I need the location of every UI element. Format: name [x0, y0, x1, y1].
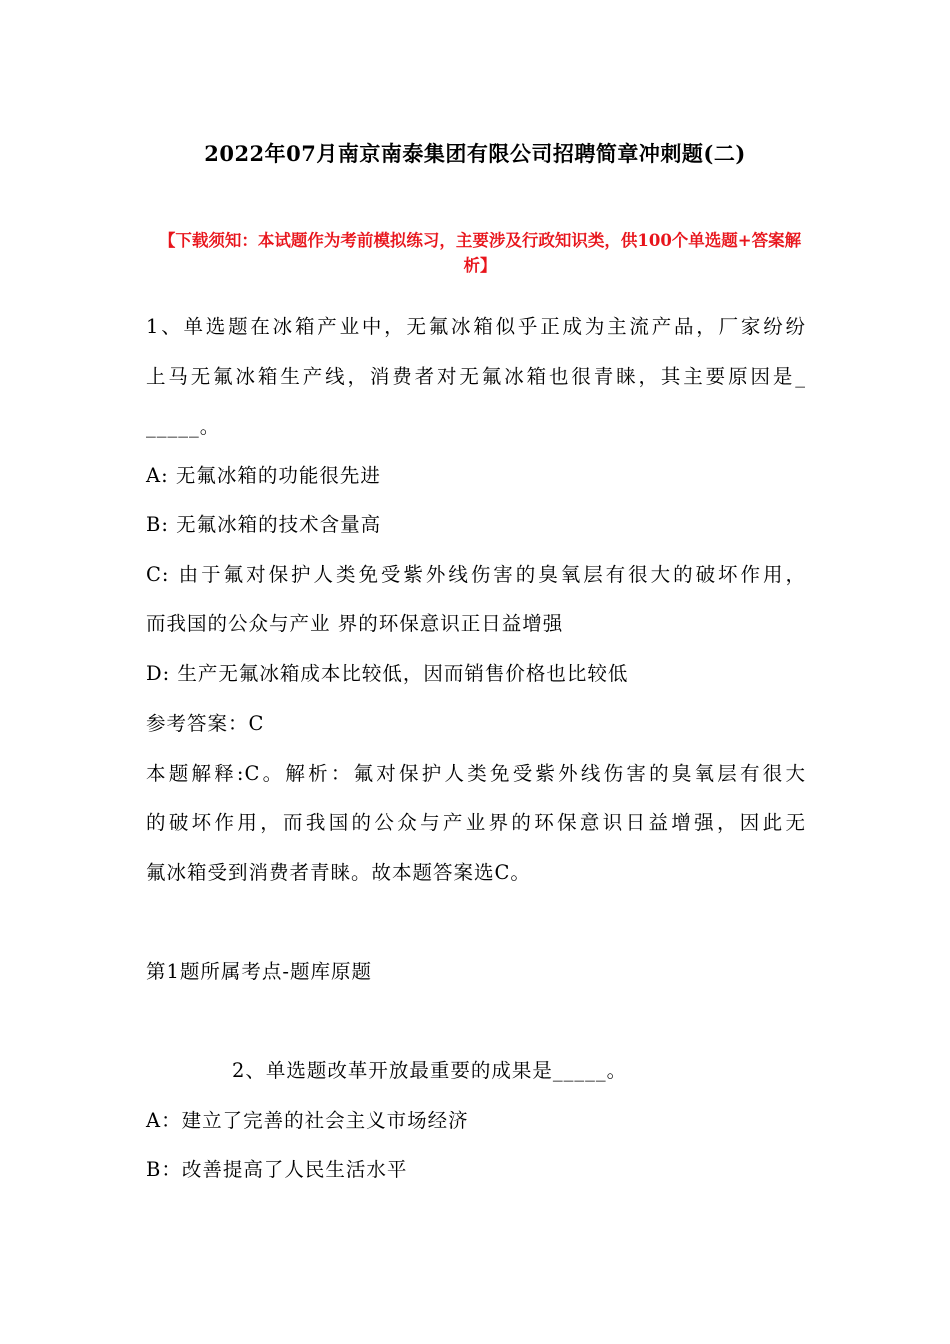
q1-option-b: B: 无氟冰箱的技术含量高	[146, 513, 382, 536]
q2-option-a: A：建立了完善的社会主义市场经济	[146, 1109, 469, 1132]
q1-stem-line-2: 上马无氟冰箱生产线，消费者对无氟冰箱也很青睐，其主要原因是_	[146, 365, 806, 388]
q1-stem-line-3: _____。	[146, 415, 221, 438]
q1-option-a: A: 无氟冰箱的功能很先进	[146, 464, 381, 487]
q1-explanation-line-2: 的破坏作用，而我国的公众与产业界的环保意识日益增强，因此无	[146, 811, 806, 834]
q1-explanation-line-1: 本题解释:C。解析：氟对保护人类免受紫外线伤害的臭氧层有很大	[146, 762, 806, 785]
q1-option-d: D: 生产无氟冰箱成本比较低，因而销售价格也比较低	[146, 662, 629, 685]
q1-option-c-line-2: 而我国的公众与产业 界的环保意识正日益增强	[146, 612, 564, 635]
document-title: 2022年07月南京南泰集团有限公司招聘简章冲刺题(二)	[204, 141, 746, 166]
q2-stem: 2、单选题改革开放最重要的成果是_____。	[232, 1059, 628, 1082]
download-notice: 【下载须知：本试题作为考前模拟练习，主要涉及行政知识类，供100个单选题+答案解析】	[158, 231, 802, 275]
q1-topic: 第1题所属考点-题库原题	[146, 960, 372, 983]
q1-explanation-line-3: 氟冰箱受到消费者青睐。故本题答案选C。	[146, 861, 531, 884]
q1-stem-line-1: 1、单选题在冰箱产业中，无氟冰箱似乎正成为主流产品，厂家纷纷	[146, 315, 806, 338]
q2-option-b: B：改善提高了人民生活水平	[146, 1158, 408, 1181]
q1-option-c-line-1: C: 由于氟对保护人类免受紫外线伤害的臭氧层有很大的破坏作用，	[146, 563, 806, 586]
q1-answer: 参考答案：C	[146, 712, 265, 735]
